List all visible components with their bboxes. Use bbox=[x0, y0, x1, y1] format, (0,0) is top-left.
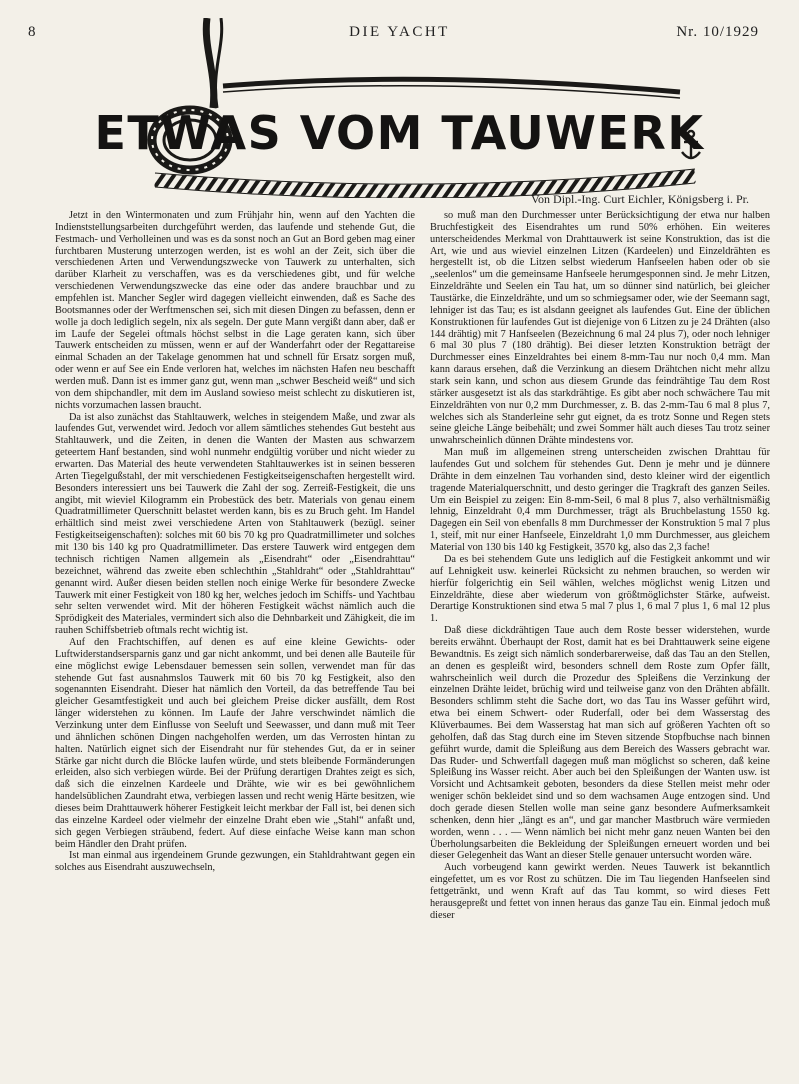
paragraph: Ist man einmal aus irgendeinem Grunde gezwungen, ein Stahldrahtwant gegen ein solches aus Eisendraht auszuwechseln, bbox=[55, 850, 415, 874]
paragraph: so muß man den Durchmesser unter Berücksichtigung der etwa nur halben Bruchfestigkeit des Eisendrahtes um rund 50% erhöhen. Ein weiteres unterscheidendes Merkmal von Drahttauwerk ist seine Konstruktion, das ist die Art, wie und aus wieviel einzelnen Litzen (Kardeelen) und Einzeldrähten es hergestellt ist, ob die Litzen selbst wiederum Hanfseelen haben oder ob sie „seelenlos“ um die gemeinsame Hanfseele herumgesponnen sind. Je mehr Litzen, Einzeldrähte und Seelen ein Tau hat, um so dünner sind natürlich, bei gleicher Taustärke, die Einzeldrähte, und um so schmiegsamer oder, wie der Seemann sagt, lehniger ist das Tau; es ist alsdann geeignet als laufendes Gut. Eine der üblichen Konstruktionen für laufendes Gut ist diejenige von 6 Litzen zu je 24 Drähten (also 144 drähtig) mit 7 Hanfseelen (Bezeichnung 6 mal 24 plus 7), oder noch lehniger 6 mal 30 plus 7 (180 drähtig). Bei dieser letzten Konstruktion beträgt der Durchmesser eines Einzeldrahtes bei einem 8-mm-Tau nur noch 0,4 mm. Man kann daraus ersehen, daß die Verzinkung an diesem Drähtchen nicht mehr allzu stark sein kann, und schon aus diesem Grunde das feindrähtige Tau dem Rost stärker ausgesetzt ist als das starkdrähtige. Es gibt aber noch schwächere Tau mit Einzeldrähten von nur 0,2 mm Durchmesser, z. B. das 2-mm-Tau 6 mal 8 plus 7, welches sich als Standerleine sehr gut eignet, da es trotz Sonne und Regen stets seine gleiche Länge beibehält; und zwei Sommer hält auch dieses Tau trotz seiner unwahrscheinlich dünnen Drähte mindestens vor. bbox=[430, 210, 770, 447]
issue-number: Nr. 10/1929 bbox=[676, 24, 759, 40]
paragraph: Da ist also zunächst das Stahltauwerk, welches in steigendem Maße, und zwar als laufendes Gut, verwendet wird. Jedoch vor allem sämtliches stehendes Gut besteht aus Stahltauwerk, und die Zeiten, in denen die Wanten der Masten aus schwarzem geteertem Hanf bestanden, sind wohl nunmehr endgültig vorüber und nicht wieder zu erwarten. Das Material des heute verwendeten Stahltauwerkes ist in seinen besseren Arten Tiegelgußstahl, der mit verschiedenen Festigkeitseigenschaften hergestellt wird. Besonders interessiert uns bei Tauwerk die Zahl der sog. Zerreiß-Festigkeit, die uns angibt, mit wieviel Kilogramm ein Probestück des betr. Materials von genau einem Quadratmillimeter Querschnitt belastet werden kann, bis es zu Bruch geht. Im Handel erhältlich sind meist zwei verschiedene Arten von Stahltauwerk (bezügl. seiner Festigkeitseigenschaften): solches mit 60 bis 70 kg pro Quadratmillimeter und solches mit 130 bis 140 kg pro Quadratmillimeter. Das erstere Tauwerk wird entgegen dem technisch richtigen Namen allgemein als „Eisendraht“ oder „Eisendrahttau“ bezeichnet, während das zweite eben schlechthin „Stahldraht“ oder „Stahldrahttau“ genannt wird. Außer diesen beiden stellen noch einige Werke für besondere Zwecke Tauwerk mit einer Festigkeit von 180 kg her, welches jedoch im Schiffs- und Yachtbau sehr selten verwendet wird. Mit der höheren Festigkeit wächst nämlich auch die Sprödigkeit des Materiales, vermindert sich also die Dehnbarkeit und Zähigkeit, die im rauhen Schiffsbetrieb oftmals recht wichtig ist. bbox=[55, 411, 415, 637]
right-column bbox=[430, 210, 770, 1070]
paragraph: Auch vorbeugend kann gewirkt werden. Neues Tauwerk ist bekanntlich eingefettet, um es vor Rost zu schützen. Die im Tau liegenden Hanfseelen sind fettgetränkt, und wenn Kraft auf das Tau kommt, so wird dieses Fett herausgepreßt und fettet von innen heraus das ganze Tau ein. Einmal jedoch muß dieser bbox=[430, 862, 770, 921]
page-number: 8 bbox=[28, 24, 37, 40]
article-title: ETWAS VOM TAUWERK bbox=[94, 106, 705, 160]
paragraph: Auf den Frachtschiffen, auf denen es auf eine kleine Gewichts- oder Luftwiderstandsersparnis ganz und gar nicht ankommt, und bei denen alle Bauteile für eine möglichst ewige Lebensdauer bemessen sein sollen, verwendet man für das stehende Gut fast ausnahmslos Tauwerk mit 60 bis 70 kg Festigkeit, also den sogenannten Eisendraht. Dieser hat nämlich den Vorteil, da das betreffende Tau bei gleicher Gesamtfestigkeit und auch bei gleichem Preise dicker ausfällt, dem Rost länger widerstehen zu können. Im Laufe der Jahre verschwindet nämlich die Verzinkung unter dem Einflusse von Seeluft und Seewasser, und dann muß mit Teer und ähnlichen schönen Dingen nachgeholfen werden, um das Verrosten hintan zu halten. Natürlich eignet sich der Eisendraht nur für stehendes Gut, da er in seiner Stärke gar nicht durch die Blöcke laufen würde, und stets bleibende Formänderungen erleiden, also sich verbiegen würde. Bei der Prüfung derartigen Drahtes zeigt es sich, daß sich die einzelnen Kardeele und Drähte, wie wir es bei gewöhnlichem handelsüblichen Zaundraht etwa, verbiegen lassen und recht wenig Härte besitzen, wie dieses beim Drahttauwerk höherer Festigkeit leicht merkbar der Fall ist, bei denen sich das einzelne Kardeel oder vielmehr der einzelne Draht eben wie „Stahl“ anfaßt und, sich gegen Verbiegen sträubend, federt. Auf diese einfache Weise kann man schon beim Händler den Draht prüfen. bbox=[55, 636, 415, 850]
byline: Von Dipl.-Ing. Curt Eichler, Königsberg i. Pr. bbox=[530, 192, 749, 206]
paragraph: Daß diese dickdrähtigen Taue auch dem Roste besser widerstehen, wurde bereits erwähnt. Überhaupt der Rost, damit hat es bei Drahttauwerk seine eigene Bewandtnis. Es zeigt sich nämlich sonderbarerweise, daß das Tau an den Stellen, an denen es gespleißt wird, besonders schnell dem Roste zum Opfer fällt, wahrscheinlich weil durch die Prozedur des Spleißens die Verzinkung der einzelnen Drähte leidet, brüchig wird und teilweise ganz von den Drähten abfällt. Besonders schlimm steht die Sache dort, wo das Tau ins Wasser geführt wird, etwa bei einem Schwert- oder Ruderfall, oder bei dem Wasserstag des Klüverbaumes. Bei dem Wasserstag hat man sich auf größeren Yachten oft so geholfen, daß das Stag durch eine im Steven sitzende Stopfbuchse nach binnen geführt wurde, damit die Spleißung aus dem Bereich des Wassers gebracht war. Das Ruder- und Schwertfall dagegen muß man möglichst so scheren, daß keine Spleißung ins Wasser reicht. Aber auch bei den Spleißungen der Wanten usw. ist Vorsicht und Achtsamkeit geboten, besonders da diese Stellen meist mehr oder weniger schön bekleidet sind und so dem wachsamen Auge entzogen sind. Und doch gerade diesen Stellen wolle man seine ganz besondere Aufmerksamkeit schenken, denn hier „längt es an“, und gar mancher Mastbruch wäre vermieden worden, wenn . . . — Wenn nämlich bei nicht mehr ganz neuen Wanten bei den Überholungsarbeiten die Bekleidung der Spleißungen erneuert worden und bei dieser Gelegenheit das Want an dieser Stelle genauer untersucht worden wäre. bbox=[430, 625, 770, 862]
left-column bbox=[55, 210, 415, 1070]
paragraph: Man muß im allgemeinen streng unterscheiden zwischen Drahttau für laufendes Gut und solchem für stehendes Gut. Denn je mehr und je dünnere Drähte in dem einzelnen Tau vorhanden sind, desto kleiner wird der eigentlich tragende Materialquerschnitt, und desto geringer die Tragkraft des ganzen Seiles. Um ein Beispiel zu zeigen: Ein 8-mm-Seil, 6 mal 8 plus 7, also verhältnismäßig lehnig, Einzeldraht 0,4 mm Durchmesser, trägt als Bruchbelastung 1550 kg. Dagegen ein Seil von ebenfalls 8 mm Durchmesser der Konstruktion 5 mal 7 plus 1, steif, mit nur einer Hanfseele, Einzeldraht 1,0 mm Durchmesser, aus gleichem Material von 130 bis 140 kg Festigkeit, 3570 kg, also das 2,3 fache! bbox=[430, 447, 770, 554]
paragraph: Da es bei stehendem Gute uns lediglich auf die Festigkeit ankommt und wir auf Lehnigkeit usw. keinerlei Rücksicht zu nehmen brauchen, so werden wir hierfür folgerichtig ein Seil wählen, welches möglichst wenig Litzen und Einzeldrähte, diese aber wiederum von größtmöglichster Stärke, aufweist. Derartige Konstruktionen sind etwa 5 mal 7 plus 1, 6 mal 7 plus 1, 6 mal 12 plus 1. bbox=[430, 553, 770, 625]
journal-name: DIE YACHT bbox=[349, 24, 450, 40]
paragraph: Jetzt in den Wintermonaten und zum Frühjahr hin, wenn auf den Yachten die Indienststellungsarbeiten durchgeführt werden, das laufende und stehende Gut, die Festmach- und Verholleinen und was es da sonst noch an Gut an Bord geben mag einer furchtbaren Musterung unterzogen werden, ist es wohl an der Zeit, sich über die verschiedenen Arten und Verwendungszwecke von Tauwerk zu unterhalten, sich darüber Klarheit zu verschaffen, was es da verschiedenes gibt, und für welche verschiedenen Verwendungszwecke das eine oder das andere brauchbar und zu empfehlen ist. Mancher Segler wird dagegen vielleicht einwenden, daß es Sache des Bootsmannes oder der Werftmenschen sei, sich mit diesen Dingen zu befassen, denn er wolle ja doch lediglich segeln, nix als segeln. Der gute Mann vergißt dann aber, daß er im Laufe der Segelei oftmals höchst selbst in die Lage geraten kann, sich über Tauwerk entscheiden zu müssen, wenn er auf der Wanderfahrt oder der Regattareise einmal Schaden an der Takelage genommen hat und schnell für Ersatz sorgen muß, oder wenn er auf See ein Ende verloren hat, welches im nächsten Hafen neu beschafft werden muß. Dann ist es immer ganz gut, wenn man „schwer Bescheid weiß“ und sich von dem shipchandler, mit dem im Ausland sowieso meist schlecht zu diskutieren ist, nichts vorzumachen lassen braucht. bbox=[55, 210, 415, 411]
